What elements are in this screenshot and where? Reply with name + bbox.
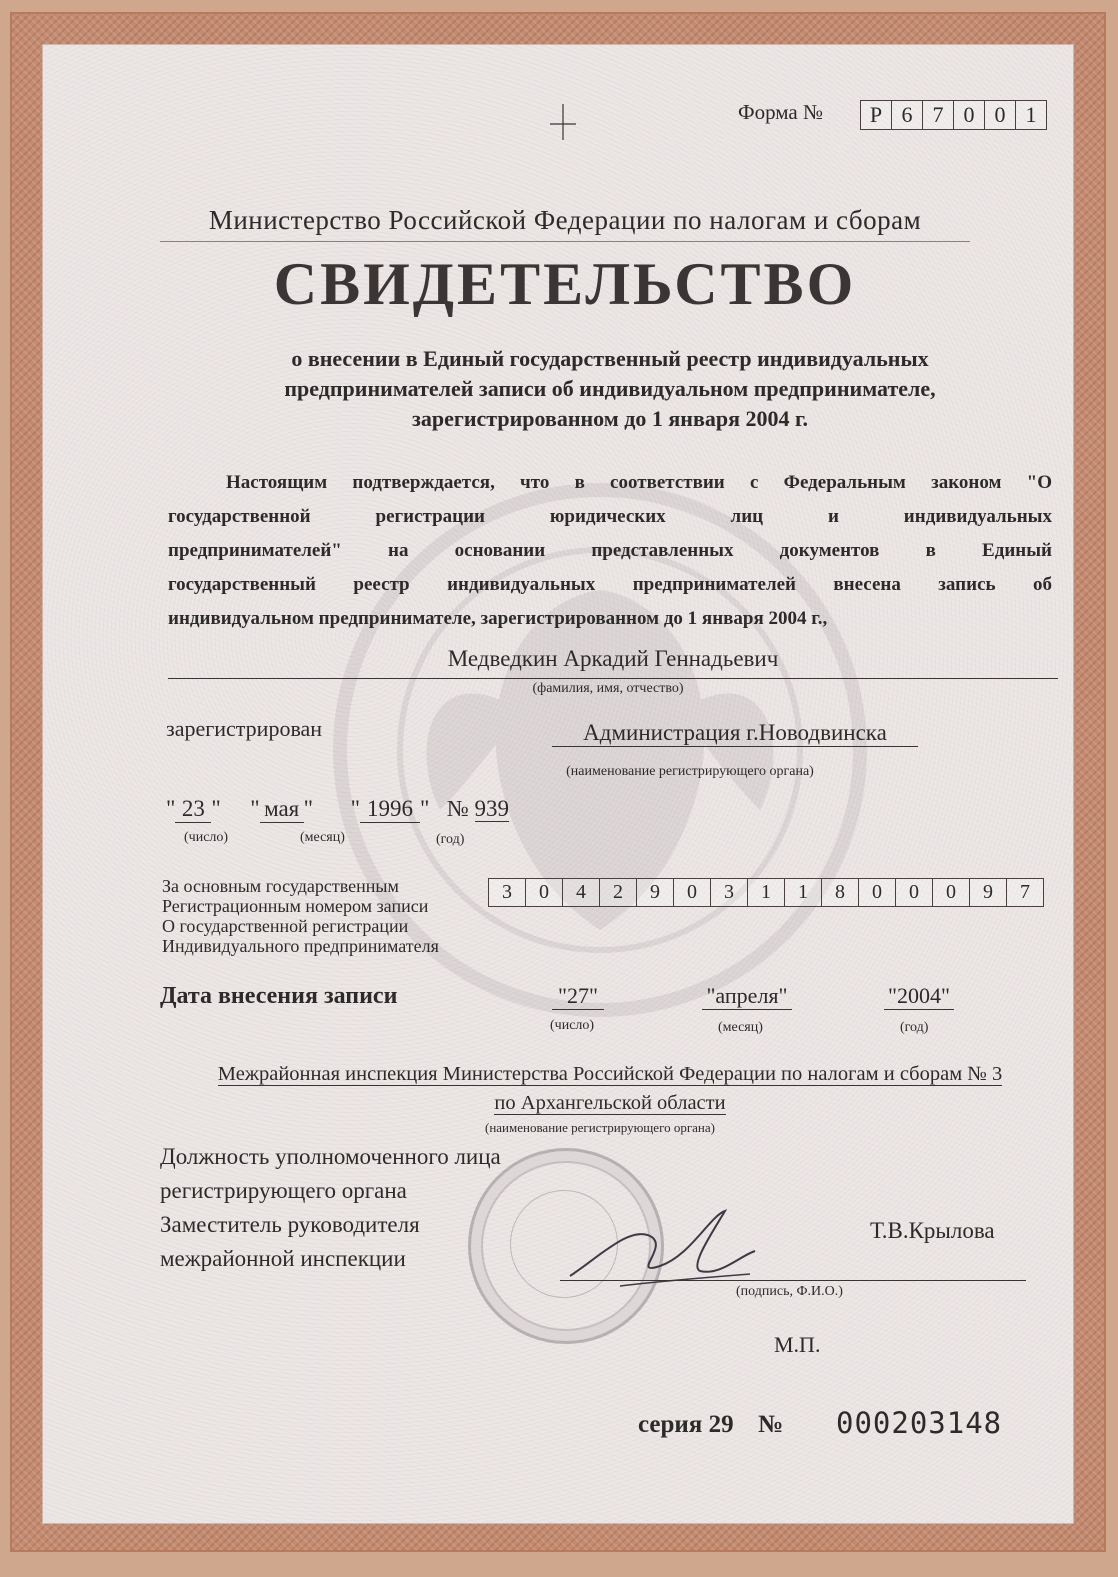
ogrn-digit-cell: 8 bbox=[822, 878, 859, 907]
ministry-divider bbox=[160, 241, 970, 242]
series-value: 29 bbox=[708, 1411, 734, 1438]
entry-day-caption: (число) bbox=[550, 1018, 595, 1033]
form-code-cell: 0 bbox=[954, 100, 985, 130]
form-label: Форма № bbox=[738, 100, 824, 124]
registered-label: зарегистрирован bbox=[166, 716, 323, 741]
ogrn-digit-cell: 2 bbox=[600, 878, 637, 907]
entry-day: "27" bbox=[552, 983, 604, 1010]
person-name-underline bbox=[168, 678, 1058, 679]
form-code-cell: 7 bbox=[923, 100, 954, 130]
entry-date-label: Дата внесения записи bbox=[160, 983, 398, 1009]
registered-authority: Администрация г.Новодвинска bbox=[552, 720, 918, 747]
signature-caption: (подпись, Ф.И.О.) bbox=[736, 1284, 843, 1299]
series-number-label: № bbox=[758, 1411, 784, 1438]
document-subtitle bbox=[150, 344, 1070, 434]
position-line: Заместитель руководителя bbox=[160, 1212, 420, 1237]
ogrn-label-line: Регистрационным номером записи bbox=[162, 896, 429, 916]
inspection-line: по Архангельской области bbox=[494, 1092, 726, 1114]
registration-date: " 23 " " мая " " 1996 " № 939 bbox=[166, 796, 510, 821]
ogrn-digit-cell: 3 bbox=[488, 878, 526, 907]
ogrn-digit-cell: 3 bbox=[711, 878, 748, 907]
person-name-caption: (фамилия, имя, отчество) bbox=[532, 681, 684, 696]
person-name: Медведкин Аркадий Геннадьевич bbox=[447, 646, 779, 671]
body-line: государственный реестр индивидуальных предпринимателей внесена запись об bbox=[168, 574, 1052, 595]
ogrn-digit-cell: 1 bbox=[785, 878, 822, 907]
entry-month-caption: (месяц) bbox=[718, 1020, 763, 1035]
position-line: межрайонной инспекции bbox=[160, 1246, 406, 1271]
inspection-region bbox=[150, 1092, 1070, 1115]
stamp-place: М.П. bbox=[774, 1332, 821, 1357]
reg-day: 23 bbox=[175, 796, 211, 823]
ogrn-digit-cell: 0 bbox=[896, 878, 933, 907]
body-line: индивидуальном предпринимателе, зарегистрированном до 1 января 2004 г., bbox=[168, 608, 828, 629]
handwritten-signature-icon bbox=[560, 1196, 760, 1296]
signature-line bbox=[560, 1280, 1026, 1281]
body-line: государственной регистрации юридических лиц и индивидуальных bbox=[168, 506, 1052, 527]
body-line: Настоящим подтверждается, что в соответствии с Федеральным законом "О bbox=[226, 472, 1052, 493]
official-position bbox=[160, 1140, 501, 1276]
document-title: СВИДЕТЕЛЬСТВО bbox=[273, 251, 857, 317]
reg-month: мая bbox=[260, 796, 304, 823]
ogrn-digit-cell: 9 bbox=[637, 878, 674, 907]
form-code-cell: 6 bbox=[892, 100, 923, 130]
ogrn-label-line: Индивидуального предпринимателя bbox=[162, 936, 439, 956]
ogrn-label-line: За основным государственным bbox=[162, 876, 399, 896]
ogrn-digit-cell: 4 bbox=[563, 878, 600, 907]
entry-year: "2004" bbox=[884, 983, 954, 1010]
inspection-caption: (наименование регистрирующего органа) bbox=[484, 1120, 715, 1135]
ogrn-digit-cell: 0 bbox=[933, 878, 970, 907]
reg-month-caption: (месяц) bbox=[300, 830, 345, 845]
form-code-cell: 0 bbox=[985, 100, 1016, 130]
series-label: серия bbox=[638, 1411, 703, 1438]
registered-authority-caption: (наименование регистрирующего органа) bbox=[566, 764, 814, 779]
series bbox=[638, 1411, 783, 1439]
ogrn-digit-cell: 7 bbox=[1007, 878, 1044, 907]
ogrn-label bbox=[162, 876, 439, 956]
registration-mark-icon bbox=[548, 102, 578, 142]
ministry-name: Министерство Российской Федерации по налогам и сборам bbox=[208, 205, 922, 235]
ogrn-digit-cell: 9 bbox=[970, 878, 1007, 907]
body-paragraph bbox=[168, 466, 1052, 636]
reg-number: 939 bbox=[474, 796, 510, 821]
reg-year-caption: (год) bbox=[436, 832, 465, 847]
reg-year: 1996 bbox=[360, 796, 420, 823]
official-name: Т.В.Крылова bbox=[870, 1218, 995, 1243]
ogrn-digit-cell: 0 bbox=[859, 878, 896, 907]
subtitle-line: о внесении в Единый государственный реестр индивидуальных bbox=[291, 346, 929, 371]
body-line: предпринимателей" на основании представленных документов в Единый bbox=[168, 540, 1052, 561]
series-number: 000203148 bbox=[836, 1406, 1003, 1440]
form-code-cell: 1 bbox=[1016, 100, 1047, 130]
ogrn-digit-boxes bbox=[488, 878, 1044, 907]
form-code-boxes bbox=[860, 100, 1047, 130]
subtitle-line: предпринимателей записи об индивидуальном предпринимателе, bbox=[284, 376, 936, 401]
inspection-line: Межрайонная инспекция Министерства Российской Федерации по налогам и сборам № 3 bbox=[217, 1063, 1003, 1085]
reg-number-label: № bbox=[446, 796, 469, 821]
position-line: Должность уполномоченного лица bbox=[160, 1144, 501, 1169]
reg-day-caption: (число) bbox=[184, 830, 229, 845]
ogrn-digit-cell: 0 bbox=[526, 878, 563, 907]
entry-year-caption: (год) bbox=[900, 1020, 929, 1035]
position-line: регистрирующего органа bbox=[160, 1178, 407, 1203]
ogrn-digit-cell: 0 bbox=[674, 878, 711, 907]
form-code-cell: Р bbox=[860, 100, 892, 130]
ogrn-digit-cell: 1 bbox=[748, 878, 785, 907]
inspection-name bbox=[150, 1063, 1070, 1086]
entry-month: "апреля" bbox=[702, 983, 792, 1010]
ogrn-label-line: О государственной регистрации bbox=[162, 916, 409, 936]
subtitle-line: зарегистрированном до 1 января 2004 г. bbox=[412, 406, 808, 431]
